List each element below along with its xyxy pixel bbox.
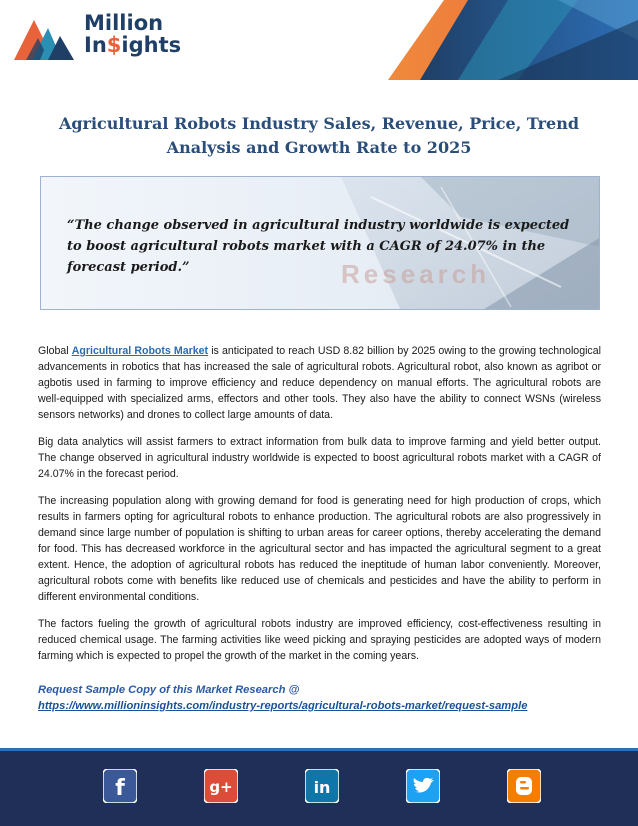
footer-accent-band [0,748,638,751]
page-title: Agricultural Robots Industry Sales, Revenue, Price, Trend Analysis and Growth Rate to 2025 [58,114,580,157]
linkedin-icon[interactable] [305,769,339,803]
banner-watermark: Research [341,259,491,289]
svg-text:f: f [115,776,125,801]
header-decoration [348,0,638,80]
facebook-icon[interactable] [103,769,137,803]
page-header [0,0,638,80]
page-footer [0,748,638,826]
logo-line-2: In$ights [84,33,182,57]
paragraph-2: Big data analytics will assist farmers to extract information from bulk data to improve farming and yield better output. The change observed in agricultural industry worldwide is expected to boost agricultural robots market with a CAGR of 24.07% in the forecast period. [38,436,601,480]
logo-line-1: Million [84,11,164,35]
svg-text:g+: g+ [209,778,233,796]
request-sample-label: Request Sample Copy of this Market Research @ [38,684,300,696]
twitter-icon[interactable] [406,769,440,803]
article-body [38,343,601,675]
quote-banner [40,176,600,310]
logo-mark-icon [12,10,76,62]
paragraph-1: Global Agricultural Robots Market is anticipated to reach USD 8.82 billion by 2025 owing to the growing technological advancements in robotics that has increased the sale of agricultural robots. Agricultural robot, also known as agribot or agbotis used in farming to improve efficiency and reduce dependency on manual efforts. The agricultural robots are well-equipped with specialized arms, effectors and other tools. They also have the ability to connect WSNs (wireless sensors networks) and drones to collect large amounts of data. [38,345,601,421]
request-sample-section [38,682,608,714]
google-plus-icon[interactable] [204,769,238,803]
logo-wordmark [84,12,181,56]
million-insights-logo[interactable] [12,8,192,64]
market-link[interactable]: Agricultural Robots Market [71,345,209,357]
paragraph-4: The factors fueling the growth of agricultural robots industry are improved efficiency, cost-effectiveness resulting in reduced chemical usage. The farming activities like weed picking and spraying pesticides are adopted ways of modern farming which is expected to propel the growth of the market in the coming years. [38,618,601,662]
paragraph-3: The increasing population along with growing demand for food is generating need for high production of crops, which results in farmers opting for agricultural robots to enhance production. The agricultural robots are also progressively in demand since large number of population is shifting to urban areas for career options, thereby accelerating the demand for food. This has decreased workforce in the agricultural sector and has impacted the agricultural segment to a great extent. Hence, the adoption of agricultural robots has reduced the ineptitude of human labor conveniently. Moreover, agricultural robots come with benefits like reduced use of chemicals and pesticides and have the ability to perform in different environmental conditions. [38,495,601,603]
request-sample-link[interactable]: https://www.millioninsights.com/industry-reports/agricultural-robots-market/request-sample [38,700,528,712]
banner-quote: “The change observed in agricultural industry worldwide is expected to boost agricultural robots market with a CAGR of 24.07% in the forecast period.” [67,218,570,275]
svg-text:in: in [313,778,331,797]
blogger-icon[interactable] [507,769,541,803]
